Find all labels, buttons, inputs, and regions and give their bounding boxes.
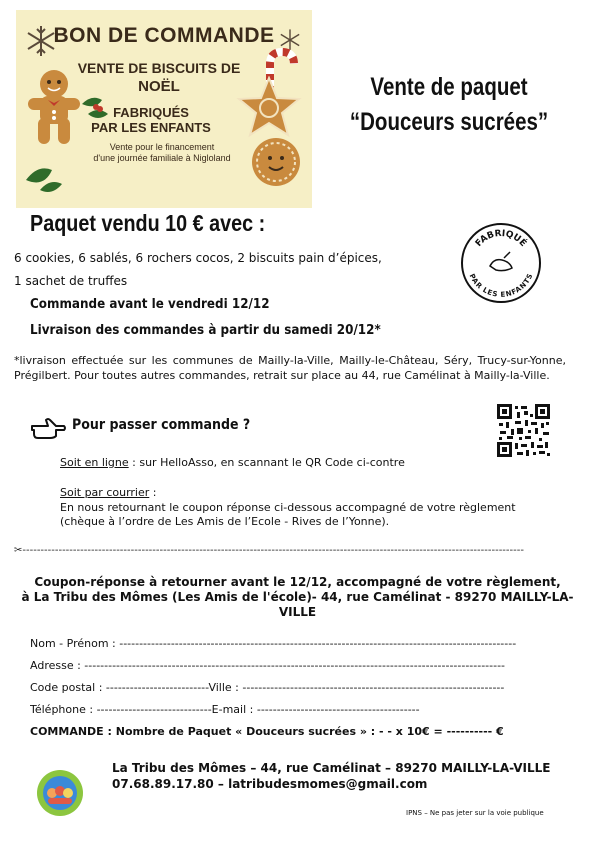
price-heading: Paquet vendu 10 € avec : [30, 210, 266, 236]
banner-line-3b: PAR LES ENFANTS [91, 120, 211, 135]
stamp-bottom-text: PAR LES ENFANTS [467, 272, 535, 299]
order-online-label: Soit en ligne [60, 456, 129, 469]
round-cookie-icon [250, 136, 302, 188]
package-contents [14, 247, 434, 293]
banner-title: BON DE COMMANDE [53, 24, 275, 47]
banner-line-2: NOËL [138, 78, 180, 95]
cut-line: ✂------------------------------------------------------------------------------------------------------------------------------------------- [14, 545, 524, 556]
how-to-order-heading: Pour passer commande ? [72, 417, 251, 433]
banner-line-1: VENTE DE BISCUITS DE [77, 60, 241, 76]
order-online-line [60, 456, 405, 469]
contents-line-2: 1 sachet de truffes [14, 274, 128, 288]
order-form-banner [16, 10, 312, 208]
ipns-notice: IPNS – Ne pas jeter sur la voie publique [406, 809, 544, 817]
footer-phone-email[interactable]: 07.68.89.17.80 – latribudesmomes@gmail.com [112, 777, 428, 791]
banner-line-4b: d'une journée familiale à Nigloland [93, 153, 231, 163]
banner-line-4 [74, 142, 250, 164]
made-by-children-stamp-icon [460, 222, 542, 304]
delivery-date: Livraison des commandes à partir du samedi 20/12* [30, 323, 381, 338]
order-mail-label: Soit par courrier [60, 486, 150, 499]
coupon-heading [14, 575, 581, 620]
title-line-1: Vente de paquet [370, 73, 528, 101]
banner-line-3a: FABRIQUÉS [113, 105, 189, 120]
star-cookie-icon [236, 76, 302, 138]
order-quantity-field[interactable]: COMMANDE : Nombre de Paquet « Douceurs sucrées » : - - x 10€ = ---------- € [30, 725, 504, 738]
contents-line-1: 6 cookies, 6 sablés, 6 rochers cocos, 2 biscuits pain d’épices, [14, 251, 382, 265]
phone-email-field[interactable]: Téléphone : -----------------------------E-mail : ----------------------------------------- [30, 703, 420, 716]
stamp-top-text: FABRIQUÉ [473, 228, 529, 249]
order-online-text: : sur HelloAsso, en scannant le QR Code ci-contre [128, 456, 405, 469]
pointing-hand-icon [30, 416, 66, 440]
address-field[interactable]: Adresse : ---------------------------------------------------------------------------------------------------------- [30, 659, 506, 672]
title-line-2: “Douceurs sucrées” [349, 108, 549, 136]
postal-city-field[interactable]: Code postal : --------------------------Ville : ------------------------------------------------------------------ [30, 681, 505, 694]
order-deadline: Commande avant le vendredi 12/12 [30, 297, 270, 312]
banner-line-4a: Vente pour le financement [109, 142, 215, 152]
name-field[interactable]: Nom - Prénom : ---------------------------------------------------------------------------------------------------- [30, 637, 517, 650]
coupon-line-2: à La Tribu des Mômes (Les Amis de l'école)- 44, rue Camélinat - 89270 MAILLY-LA-VILLE [21, 590, 574, 619]
order-mail-colon: : [149, 486, 157, 499]
order-mail-text: En nous retournant le coupon réponse ci-dessous accompagné de votre règlement (chèque à l’ordre de Les Amis de l’Ecole - Rives de l’Yonne). [60, 501, 516, 528]
banner-line-3 [76, 105, 226, 135]
page-title [342, 70, 557, 140]
footer-address: La Tribu des Mômes – 44, rue Camélinat – 89270 MAILLY-LA-VILLE [112, 761, 551, 775]
delivery-note: *livraison effectuée sur les communes de Mailly-la-Ville, Mailly-le-Château, Séry, Trucy-sur-Yonne, Prégilbert. Pour toutes autres commandes, retrait sur place au 44, rue Camélinat à Mailly-la-Ville. [14, 354, 566, 382]
holly-icon [24, 160, 64, 196]
school-logo-icon [36, 769, 84, 817]
order-mail-line [60, 486, 156, 499]
coupon-line-1: Coupon-réponse à retourner avant le 12/12, accompagné de votre règlement, [34, 575, 561, 589]
footer-contact [112, 760, 550, 792]
qr-code-icon[interactable] [497, 404, 550, 457]
